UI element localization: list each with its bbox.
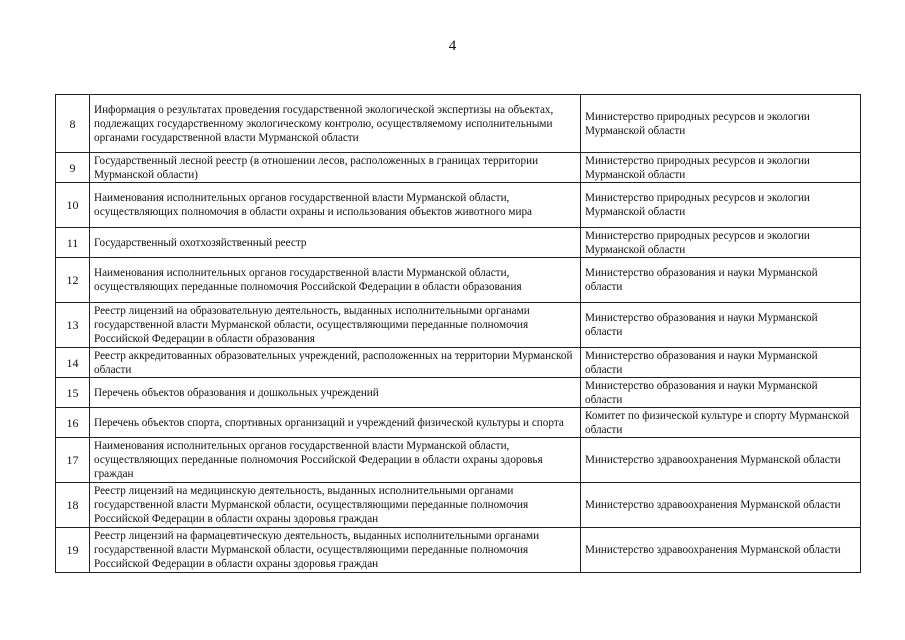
row-number: 18	[56, 483, 90, 528]
row-name: Реестр лицензий на образовательную деятельность, выданных исполнительными органами государственной власти Мурманской области, осуществляющими переданные полномочия Российской Федерации в области образования	[90, 303, 581, 348]
table-row	[56, 183, 861, 228]
row-number: 17	[56, 438, 90, 483]
row-number: 15	[56, 378, 90, 408]
row-name: Информация о результатах проведения государственной экологической экспертизы на объектах, подлежащих государственному экологическому контролю, осуществляемому исполнительными органами государственной власти Мурманской области	[90, 95, 581, 153]
row-number: 19	[56, 528, 90, 573]
row-organization: Комитет по физической культуре и спорту Мурманской области	[581, 408, 861, 438]
table-row	[56, 348, 861, 378]
row-name: Государственный охотхозяйственный реестр	[90, 228, 581, 258]
row-organization: Министерство природных ресурсов и экологии Мурманской области	[581, 228, 861, 258]
page-number: 4	[448, 38, 457, 54]
row-number: 11	[56, 228, 90, 258]
row-number: 10	[56, 183, 90, 228]
row-name: Наименования исполнительных органов государственной власти Мурманской области, осуществляющих полномочия в области охраны и использования объектов животного мира	[90, 183, 581, 228]
row-number: 14	[56, 348, 90, 378]
row-name: Реестр лицензий на фармацевтическую деятельность, выданных исполнительными органами государственной власти Мурманской области, осуществляющими переданные полномочия Российской Федерации в области охраны здоровья граждан	[90, 528, 581, 573]
table-row	[56, 378, 861, 408]
row-organization: Министерство образования и науки Мурманской области	[581, 303, 861, 348]
table-row	[56, 528, 861, 573]
row-organization: Министерство образования и науки Мурманской области	[581, 378, 861, 408]
table-row	[56, 483, 861, 528]
row-name: Реестр лицензий на медицинскую деятельность, выданных исполнительными органами государственной власти Мурманской области, осуществляющими переданные полномочия Российской Федерации в области охраны здоровья граждан	[90, 483, 581, 528]
row-name: Государственный лесной реестр (в отношении лесов, расположенных в границах территории Мурманской области)	[90, 153, 581, 183]
table-row	[56, 303, 861, 348]
table-row	[56, 153, 861, 183]
row-name: Наименования исполнительных органов государственной власти Мурманской области, осуществляющих переданные полномочия Российской Федерации в области охраны здоровья граждан	[90, 438, 581, 483]
row-name: Перечень объектов спорта, спортивных организаций и учреждений физической культуры и спорта	[90, 408, 581, 438]
registry-table	[55, 94, 861, 573]
row-name: Реестр аккредитованных образовательных учреждений, расположенных на территории Мурманской области	[90, 348, 581, 378]
row-name: Перечень объектов образования и дошкольных учреждений	[90, 378, 581, 408]
row-organization: Министерство здравоохранения Мурманской области	[581, 528, 861, 573]
row-organization: Министерство образования и науки Мурманской области	[581, 348, 861, 378]
row-number: 9	[56, 153, 90, 183]
row-name: Наименования исполнительных органов государственной власти Мурманской области, осуществляющих переданные полномочия Российской Федерации в области образования	[90, 258, 581, 303]
table-row	[56, 258, 861, 303]
row-organization: Министерство природных ресурсов и экологии Мурманской области	[581, 183, 861, 228]
row-number: 16	[56, 408, 90, 438]
row-organization: Министерство природных ресурсов и экологии Мурманской области	[581, 95, 861, 153]
table-row	[56, 438, 861, 483]
row-number: 8	[56, 95, 90, 153]
row-organization: Министерство здравоохранения Мурманской области	[581, 483, 861, 528]
row-organization: Министерство природных ресурсов и экологии Мурманской области	[581, 153, 861, 183]
row-organization: Министерство образования и науки Мурманской области	[581, 258, 861, 303]
registry-table-body	[56, 95, 861, 573]
row-number: 13	[56, 303, 90, 348]
table-row	[56, 228, 861, 258]
row-number: 12	[56, 258, 90, 303]
table-row	[56, 408, 861, 438]
table-row	[56, 95, 861, 153]
row-organization: Министерство здравоохранения Мурманской области	[581, 438, 861, 483]
